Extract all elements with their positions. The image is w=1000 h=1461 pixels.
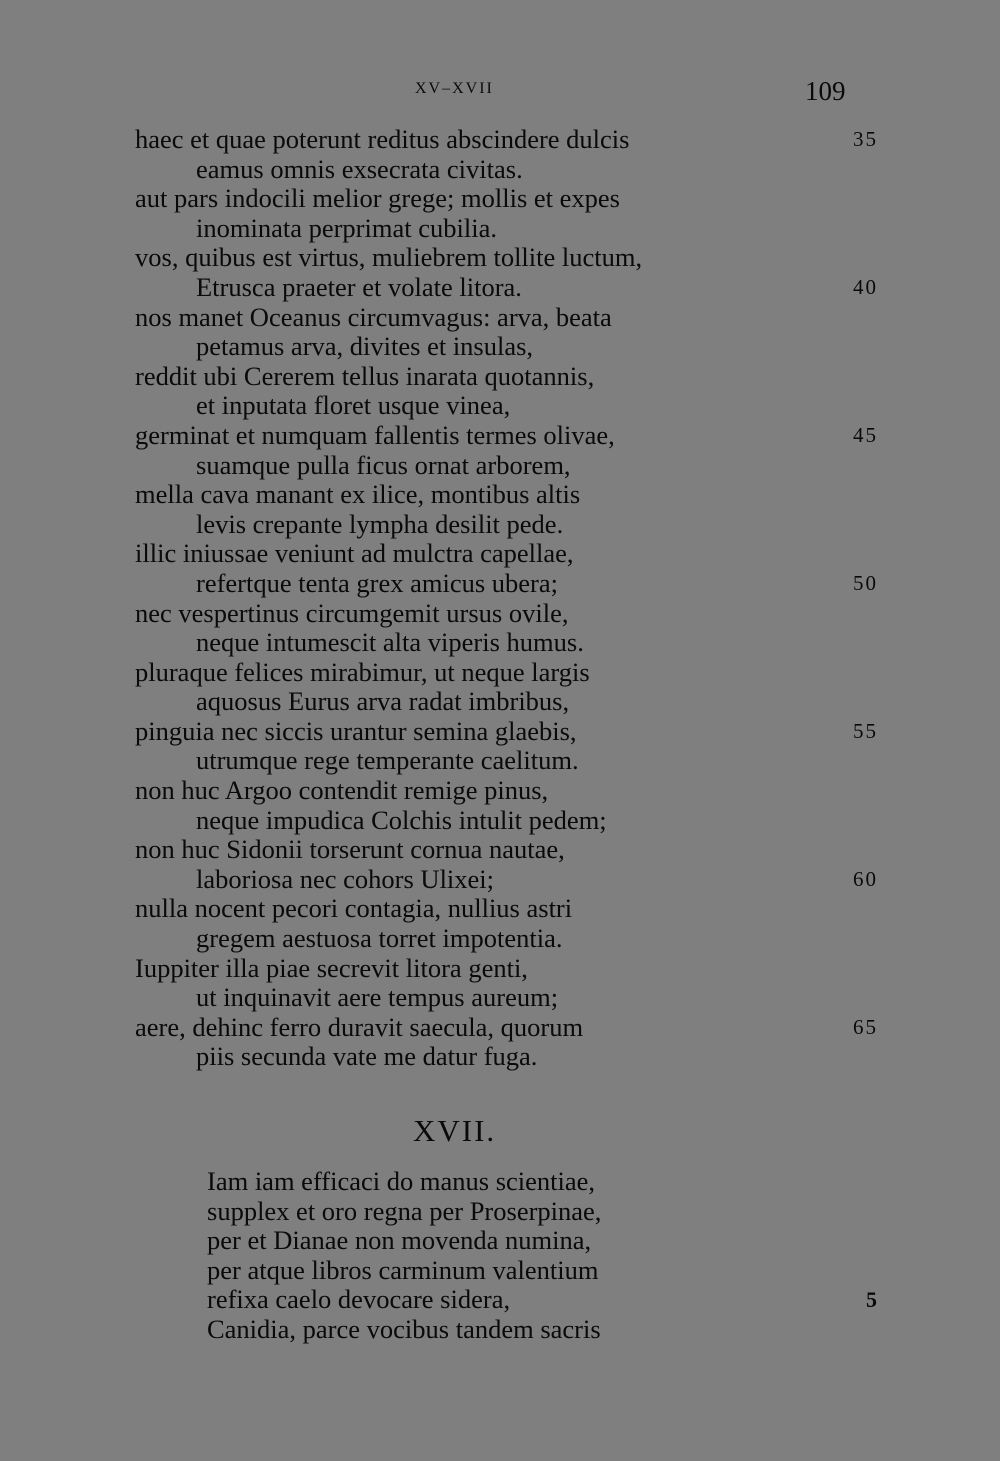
verse-text: Iuppiter illa piae secrevit litora genti,	[135, 952, 528, 983]
verse-text: Etrusca praeter et volate litora.	[196, 271, 522, 302]
verse-text: pinguia nec siccis urantur semina glaebis,	[135, 715, 577, 746]
line-number: 35	[853, 127, 878, 151]
verse-text: piis secunda vate me datur fuga.	[196, 1041, 538, 1072]
verse-text: illic iniussae veniunt ad mulctra capellae,	[135, 538, 574, 569]
verse-text: nulla nocent pecori contagia, nullius astri	[135, 893, 573, 924]
verse-text: neque intumescit alta viperis humus.	[196, 627, 584, 658]
verse-text: neque impudica Colchis intulit pedem;	[196, 804, 607, 835]
verse-line	[0, 924, 1000, 954]
line-number: 45	[853, 422, 878, 447]
verse-line	[0, 1197, 1000, 1227]
verse-line	[0, 865, 1000, 895]
verse-line	[0, 155, 1000, 185]
poem-xvii	[0, 1167, 1000, 1345]
verse-text: non huc Sidonii torserunt cornua nautae,	[135, 834, 565, 865]
verse-text: Canidia, parce vocibus tandem sacris	[207, 1313, 601, 1344]
verse-text: supplex et oro regna per Proserpinae,	[207, 1195, 602, 1226]
verse-line	[0, 421, 1000, 451]
verse-text: inominata perprimat cubilia.	[196, 212, 497, 243]
verse-text: Iam iam efficaci do manus scientiae,	[207, 1166, 596, 1196]
verse-line	[0, 125, 1000, 155]
verse-line	[0, 835, 1000, 865]
verse-line	[0, 539, 1000, 569]
verse-line	[0, 806, 1000, 836]
verse-text: non huc Argoo contendit remige pinus,	[135, 775, 549, 806]
line-number: 40	[853, 274, 878, 299]
verse-line	[0, 273, 1000, 303]
verse-line	[0, 1042, 1000, 1072]
line-number: 65	[853, 1014, 878, 1039]
verse-line	[0, 243, 1000, 273]
verse-line	[0, 658, 1000, 688]
verse-text: utrumque rege temperante caelitum.	[196, 745, 579, 776]
poem-xvi-continuation	[0, 125, 1000, 1072]
page-number: 109	[805, 76, 846, 106]
verse-line	[0, 480, 1000, 510]
verse-text: haec et quae poterunt reditus abscindere dulcis	[135, 124, 630, 154]
verse-text: suamque pulla ficus ornat arborem,	[196, 449, 571, 480]
verse-line	[0, 628, 1000, 658]
verse-line	[0, 332, 1000, 362]
verse-text: refixa caelo devocare sidera,	[207, 1284, 511, 1315]
verse-text: aquosus Eurus arva radat imbribus,	[196, 686, 570, 717]
verse-text: vos, quibus est virtus, muliebrem tollite luctum,	[135, 242, 643, 273]
verse-line	[0, 1226, 1000, 1256]
line-number: 60	[853, 866, 878, 891]
verse-text: refertque tenta grex amicus ubera;	[196, 567, 558, 598]
verse-text: per et Dianae non movenda numina,	[207, 1225, 592, 1256]
line-number: 50	[853, 570, 878, 595]
verse-text: aut pars indocili melior grege; mollis et expes	[135, 183, 620, 214]
verse-text: germinat et numquam fallentis termes olivae,	[135, 419, 615, 450]
verse-text: ut inquinavit aere tempus aureum;	[196, 982, 559, 1013]
verse-line	[0, 569, 1000, 599]
verse-text: gregem aestuosa torret impotentia.	[196, 923, 563, 954]
verse-line	[0, 214, 1000, 244]
verse-text: aere, dehinc ferro duravit saecula, quorum	[135, 1011, 584, 1042]
verse-line	[0, 954, 1000, 984]
verse-text: petamus arva, divites et insulas,	[196, 331, 534, 362]
verse-line	[0, 687, 1000, 717]
verse-line	[0, 894, 1000, 924]
verse-text: nec vespertinus circumgemit ursus ovile,	[135, 597, 569, 628]
verse-line	[0, 599, 1000, 629]
verse-line	[0, 717, 1000, 747]
verse-line	[0, 1256, 1000, 1286]
verse-text: levis crepante lympha desilit pede.	[196, 508, 564, 539]
running-head: XV–XVII	[415, 80, 494, 97]
line-number: 5	[866, 1287, 879, 1313]
verse-text: laboriosa nec cohors Ulixei;	[196, 863, 495, 894]
verse-line	[0, 451, 1000, 481]
verse-text: pluraque felices mirabimur, ut neque largis	[135, 656, 590, 687]
verse-line	[0, 391, 1000, 421]
verse-line	[0, 1167, 1000, 1197]
verse-line	[0, 1285, 1000, 1315]
verse-line	[0, 362, 1000, 392]
verse-text: eamus omnis exsecrata civitas.	[196, 153, 523, 184]
verse-line	[0, 510, 1000, 540]
section-heading-text: XVII.	[413, 1113, 497, 1148]
verse-line	[0, 983, 1000, 1013]
verse-line	[0, 1013, 1000, 1043]
verse-line	[0, 776, 1000, 806]
line-number: 55	[853, 718, 878, 743]
verse-text: et inputata floret usque vinea,	[196, 390, 511, 421]
verse-line	[0, 184, 1000, 214]
verse-text: nos manet Oceanus circumvagus: arva, beata	[135, 301, 612, 332]
verse-text: reddit ubi Cererem tellus inarata quotannis,	[135, 360, 595, 391]
verse-text: mella cava manant ex ilice, montibus altis	[135, 479, 581, 510]
verse-line	[0, 1315, 1000, 1345]
verse-line	[0, 746, 1000, 776]
verse-text: per atque libros carminum valentium	[207, 1254, 599, 1285]
verse-line	[0, 303, 1000, 333]
